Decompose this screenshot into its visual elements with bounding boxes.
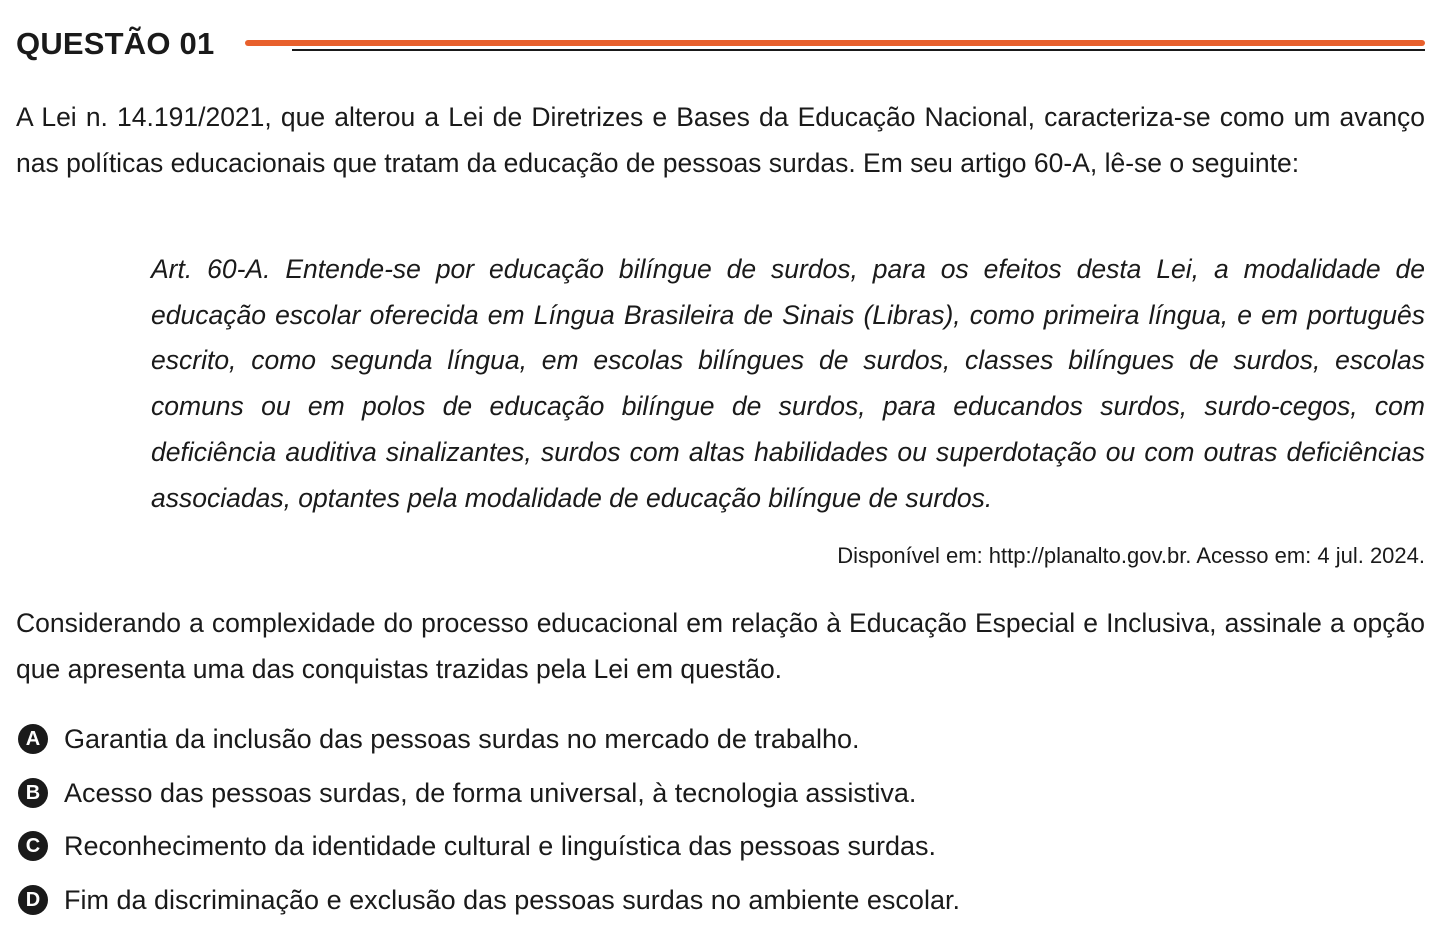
header-accent-rule bbox=[245, 40, 1425, 46]
law-quote: Art. 60-A. Entende-se por educação bilíngue de surdos, para os efeitos desta Lei, a modalidade de educação escolar oferecida em Língua Brasileira de Sinais (Libras), como primeira língua, e em português escrito, como segunda língua, em escolas bilíngues de surdos, classes bilíngues de surdos, escolas comuns ou em polos de educação bilíngue de surdos, para educandos surdos, surdo-cegos, com deficiência auditiva sinalizantes, surdos com altas habilidades ou superdotação ou com outras deficiências associadas, optantes pela modalidade de educação bilíngue de surdos. bbox=[151, 247, 1425, 521]
question-title: QUESTÃO 01 bbox=[16, 26, 214, 62]
option-text: Reconhecimento da identidade cultural e linguística das pessoas surdas. bbox=[64, 823, 936, 869]
intro-paragraph: A Lei n. 14.191/2021, que alterou a Lei de Diretrizes e Bases da Educação Nacional, caracteriza-se como um avanço nas políticas educacionais que tratam da educação de pessoas surdas. Em seu artigo 60-A, lê-se o seguinte: bbox=[16, 94, 1425, 186]
option-letter-badge: D bbox=[18, 885, 48, 915]
option-c[interactable] bbox=[16, 823, 1425, 877]
answer-options bbox=[16, 716, 1425, 930]
option-letter-badge: B bbox=[18, 778, 48, 808]
option-text: Fim da discriminação e exclusão das pessoas surdas no ambiente escolar. bbox=[64, 877, 960, 923]
question-page bbox=[16, 0, 1425, 70]
option-b[interactable] bbox=[16, 770, 1425, 824]
question-header bbox=[16, 0, 1425, 70]
option-letter-badge: A bbox=[18, 724, 48, 754]
source-citation: Disponível em: http://planalto.gov.br. Acesso em: 4 jul. 2024. bbox=[837, 540, 1425, 572]
option-a[interactable] bbox=[16, 716, 1425, 770]
prompt-paragraph: Considerando a complexidade do processo educacional em relação à Educação Especial e Inclusiva, assinale a opção que apresenta uma das conquistas trazidas pela Lei em questão. bbox=[16, 600, 1425, 692]
option-letter-badge: C bbox=[18, 831, 48, 861]
option-d[interactable] bbox=[16, 877, 1425, 930]
header-divider-rule bbox=[292, 49, 1425, 51]
option-text: Acesso das pessoas surdas, de forma universal, à tecnologia assistiva. bbox=[64, 770, 916, 816]
option-text: Garantia da inclusão das pessoas surdas no mercado de trabalho. bbox=[64, 716, 860, 762]
